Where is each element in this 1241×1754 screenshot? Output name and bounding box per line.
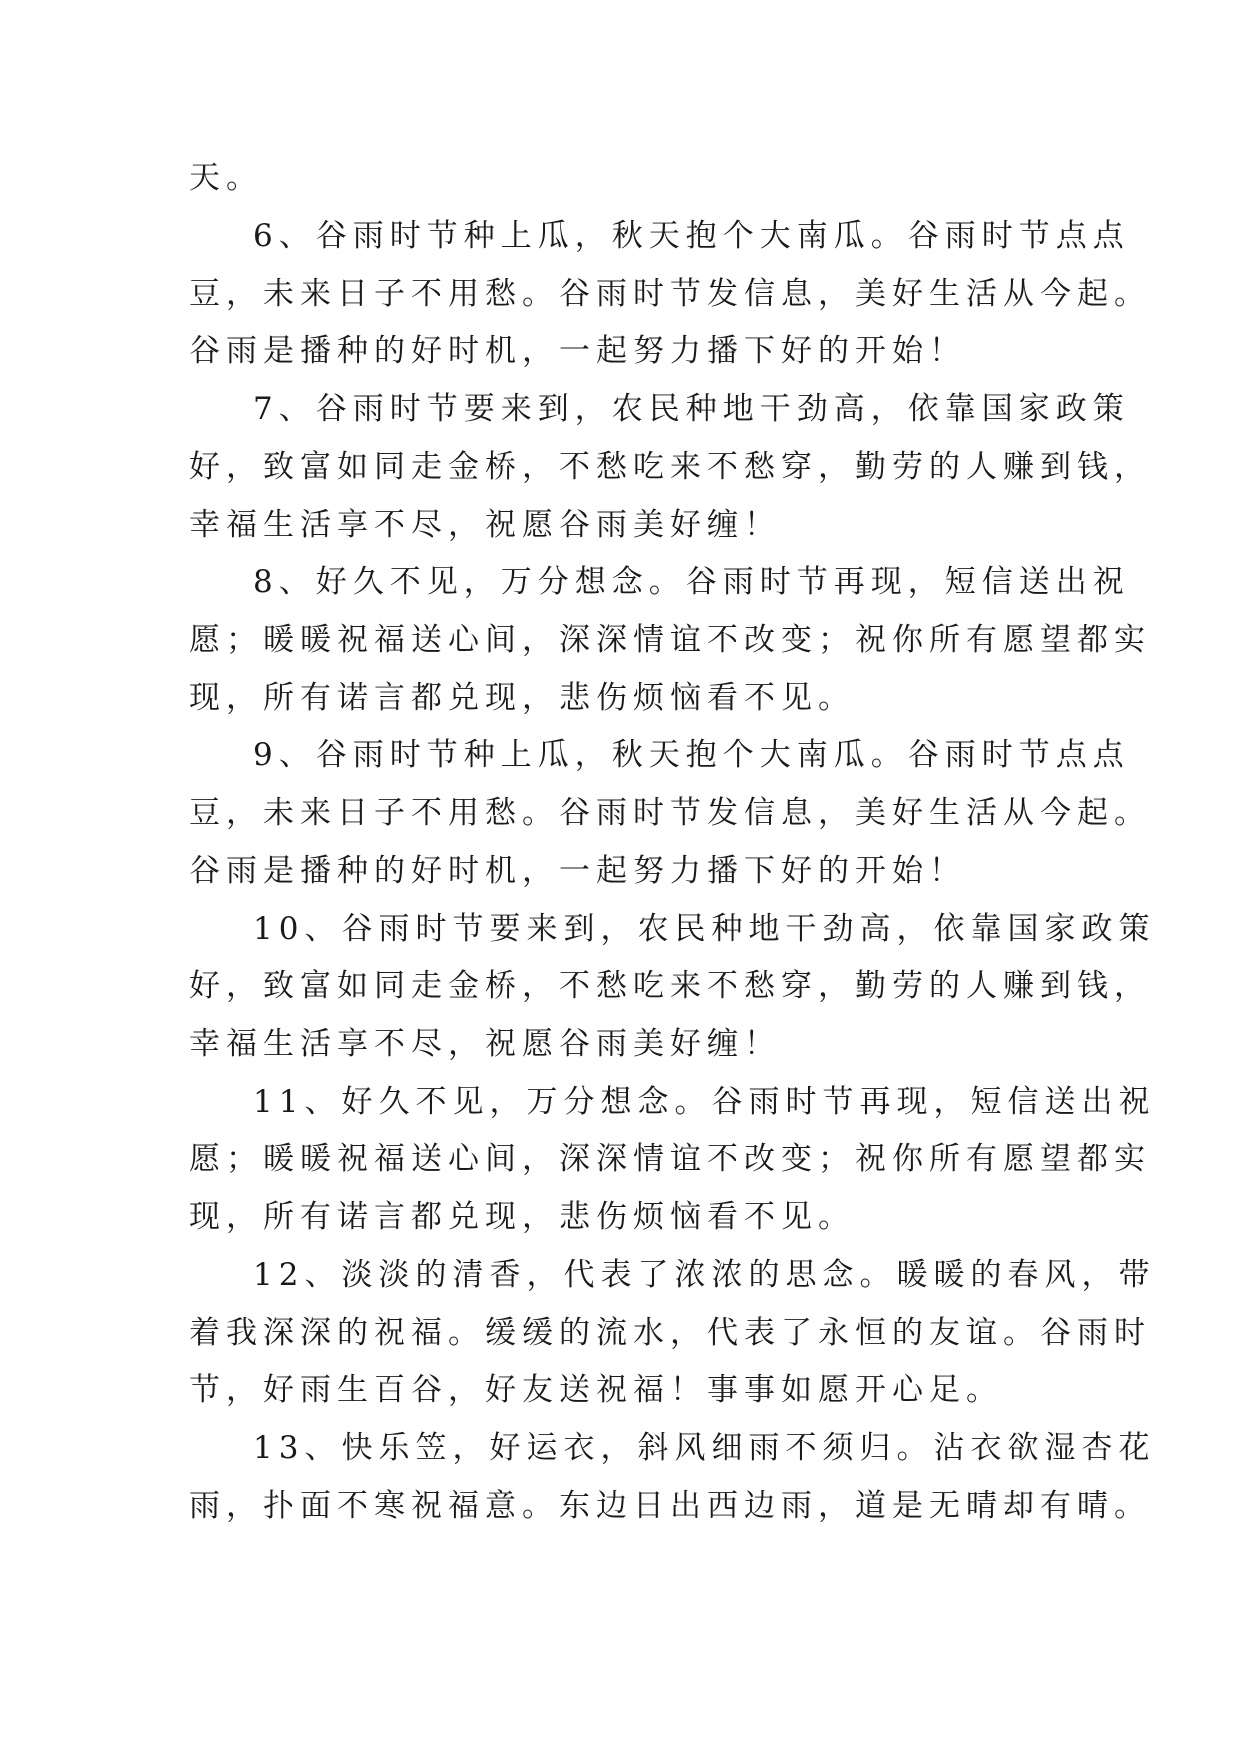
paragraph-10-line-1: 10、谷雨时节要来到，农民种地干劲高，依靠国家政策 — [253, 911, 1156, 947]
text-line: 谷雨是播种的好时机，一起努力播下好的开始！ — [189, 853, 966, 889]
text-line: 愿；暖暖祝福送心间，深深情谊不改变；祝你所有愿望都实 — [189, 1141, 1151, 1177]
paragraph-7-line-1: 7、谷雨时节要来到，农民种地干劲高，依靠国家政策 — [253, 391, 1130, 427]
paragraph-12-line-1: 12、淡淡的清香，代表了浓浓的思念。暖暖的春风，带 — [253, 1257, 1156, 1293]
paragraph-11-line-1: 11、好久不见，万分想念。谷雨时节再现，短信送出祝 — [253, 1084, 1156, 1120]
text-line: 豆，未来日子不用愁。谷雨时节发信息，美好生活从今起。 — [189, 276, 1151, 312]
text-line: 着我深深的祝福。缓缓的流水，代表了永恒的友谊。谷雨时 — [189, 1315, 1151, 1351]
text-line: 幸福生活享不尽，祝愿谷雨美好缠！ — [189, 507, 781, 543]
text-line: 现，所有诺言都兑现，悲伤烦恼看不见。 — [189, 1199, 855, 1235]
text-line: 现，所有诺言都兑现，悲伤烦恼看不见。 — [189, 680, 855, 716]
text-line: 节，好雨生百谷，好友送祝福！事事如愿开心足。 — [189, 1372, 1003, 1408]
text-line: 雨，扑面不寒祝福意。东边日出西边雨，道是无晴却有晴。 — [189, 1488, 1151, 1524]
text-line: 愿；暖暖祝福送心间，深深情谊不改变；祝你所有愿望都实 — [189, 622, 1151, 658]
paragraph-6-line-1: 6、谷雨时节种上瓜，秋天抱个大南瓜。谷雨时节点点 — [253, 218, 1130, 254]
paragraph-13-line-1: 13、快乐笠，好运衣，斜风细雨不须归。沾衣欲湿杏花 — [253, 1430, 1156, 1466]
text-line: 谷雨是播种的好时机，一起努力播下好的开始！ — [189, 333, 966, 369]
text-line: 好，致富如同走金桥，不愁吃来不愁穿，勤劳的人赚到钱， — [189, 449, 1151, 485]
text-line: 好，致富如同走金桥，不愁吃来不愁穿，勤劳的人赚到钱， — [189, 968, 1151, 1004]
paragraph-8-line-1: 8、好久不见，万分想念。谷雨时节再现，短信送出祝 — [253, 564, 1130, 600]
text-line: 豆，未来日子不用愁。谷雨时节发信息，美好生活从今起。 — [189, 795, 1151, 831]
text-line: 幸福生活享不尽，祝愿谷雨美好缠！ — [189, 1026, 781, 1062]
paragraph-9-line-1: 9、谷雨时节种上瓜，秋天抱个大南瓜。谷雨时节点点 — [253, 737, 1130, 773]
text-line: 天。 — [189, 160, 263, 196]
